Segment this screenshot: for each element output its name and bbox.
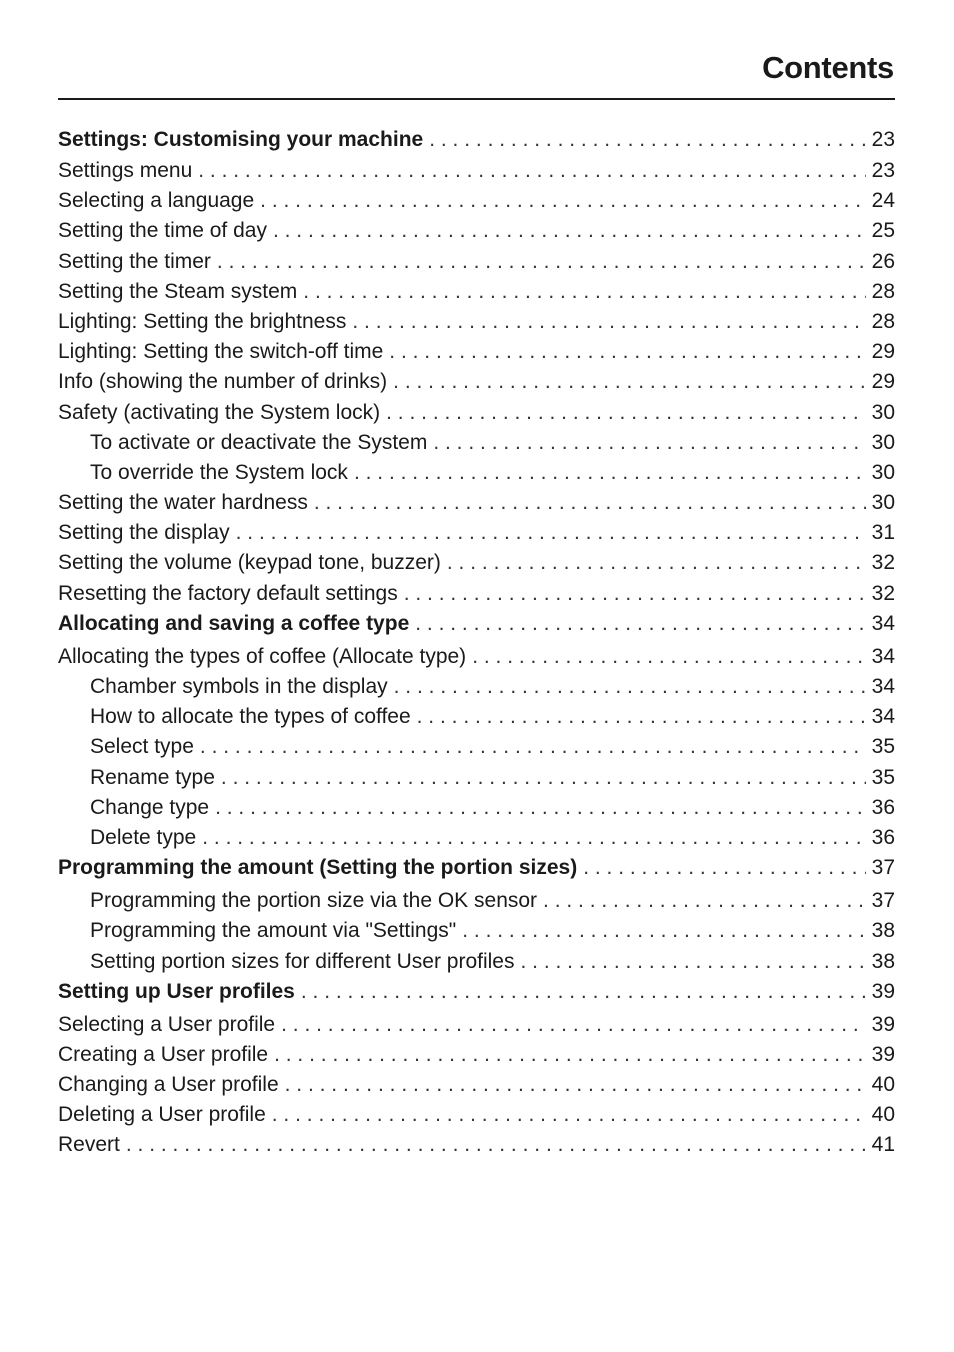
toc-entry[interactable] (58, 796, 895, 826)
toc-entry-label: Selecting a language (58, 189, 255, 213)
dot-leader (198, 159, 865, 183)
toc-page-number: 26 (871, 249, 895, 273)
toc-entry-label: Settings: Customising your machine (58, 128, 424, 151)
toc-page-number: 28 (871, 279, 895, 303)
dot-leader (354, 461, 866, 485)
dot-leader (314, 491, 866, 515)
toc-entry[interactable] (58, 919, 895, 949)
toc-section-heading[interactable] (58, 128, 895, 159)
toc-page-number: 30 (871, 460, 895, 484)
toc-entry[interactable] (58, 250, 895, 280)
dot-leader (352, 310, 865, 334)
toc-page-number: 32 (871, 581, 895, 605)
toc-page-number: 40 (871, 1103, 895, 1127)
toc-entry-label: Settings menu (58, 159, 193, 182)
toc-page-number: 28 (871, 309, 895, 333)
toc-entry-label: Setting up User profiles (58, 979, 295, 1003)
toc-page-number: 23 (871, 159, 895, 182)
dot-leader (543, 889, 866, 913)
dot-leader (301, 980, 866, 1004)
dot-leader (415, 612, 865, 636)
toc-entry-label: Programming the amount (Setting the portion sizes) (58, 856, 578, 880)
toc-page-number: 36 (871, 825, 895, 849)
toc-entry-label: Safety (activating the System lock) (58, 400, 381, 424)
toc-entry[interactable] (58, 431, 895, 461)
dot-leader (429, 128, 865, 152)
dot-leader (417, 705, 866, 729)
toc-entry[interactable] (58, 766, 895, 796)
toc-entry-label: To activate or deactivate the System (90, 430, 428, 454)
toc-entry-label: Info (showing the number of drinks) (58, 370, 388, 394)
toc-page-number: 24 (871, 189, 895, 213)
dot-leader (274, 1043, 866, 1067)
toc-page-number: 39 (871, 1012, 895, 1036)
toc-section-heading[interactable] (58, 980, 895, 1013)
page-title: Contents (762, 50, 894, 85)
toc-page-number: 41 (871, 1133, 895, 1157)
toc-page-number: 34 (871, 644, 895, 668)
toc-page-number: 30 (871, 430, 895, 454)
toc-entry[interactable] (58, 735, 895, 765)
dot-leader (285, 1073, 866, 1097)
toc-entry[interactable] (58, 1043, 895, 1073)
toc-entry-label: Lighting: Setting the brightness (58, 309, 347, 333)
toc-entry-label: Allocating and saving a coffee type (58, 611, 410, 635)
dot-leader (260, 189, 865, 213)
toc-entry-label: To override the System lock (90, 460, 348, 484)
toc-page-number: 38 (871, 919, 895, 943)
dot-leader (472, 645, 865, 669)
table-of-contents (58, 128, 895, 1164)
toc-entry-label: Setting the water hardness (58, 491, 308, 515)
toc-entry-label: Deleting a User profile (58, 1103, 266, 1127)
toc-page-number: 23 (871, 128, 895, 151)
dot-leader (404, 582, 866, 606)
dot-leader (447, 551, 866, 575)
toc-entry[interactable] (58, 889, 895, 919)
toc-page-number: 30 (871, 491, 895, 515)
dot-leader (393, 370, 865, 394)
dot-leader (217, 250, 866, 274)
toc-page-number: 29 (871, 340, 895, 364)
toc-entry[interactable] (58, 491, 895, 521)
dot-leader (303, 280, 865, 304)
dot-leader (200, 735, 866, 759)
toc-entry-label: Programming the amount via "Settings" (90, 919, 457, 943)
dot-leader (583, 856, 865, 880)
toc-entry[interactable] (58, 1133, 895, 1163)
toc-entry[interactable] (58, 1103, 895, 1133)
toc-page-number: 32 (871, 551, 895, 575)
toc-entry-label: Setting the Steam system (58, 279, 298, 303)
toc-entry-label: Chamber symbols in the display (90, 675, 388, 698)
toc-page-number: 35 (871, 765, 895, 789)
toc-entry[interactable] (58, 1013, 895, 1043)
dot-leader (386, 401, 866, 425)
toc-entry[interactable] (58, 675, 895, 705)
toc-entry-label: Rename type (90, 765, 215, 789)
toc-entry-label: Setting the time of day (58, 219, 267, 243)
dot-leader (272, 1103, 866, 1127)
toc-page-number: 34 (871, 705, 895, 729)
dot-leader (215, 796, 866, 820)
toc-entry-label: Programming the portion size via the OK sensor (90, 889, 538, 913)
toc-entry[interactable] (58, 340, 895, 370)
toc-entry-label: Change type (90, 795, 210, 819)
toc-entry[interactable] (58, 521, 895, 551)
toc-entry-label: Setting portion sizes for different User profiles (90, 949, 515, 973)
toc-page-number: 25 (871, 219, 895, 243)
toc-entry[interactable] (58, 370, 895, 400)
toc-page-number: 39 (871, 1042, 895, 1066)
toc-entry[interactable] (58, 551, 895, 581)
toc-entry[interactable] (58, 645, 895, 675)
dot-leader (126, 1133, 866, 1157)
toc-page-number: 37 (871, 856, 895, 880)
toc-entry-label: Revert (58, 1133, 120, 1157)
dot-leader (236, 521, 866, 545)
toc-page-number: 35 (871, 735, 895, 759)
toc-entry-label: How to allocate the types of coffee (90, 705, 411, 729)
toc-page-number: 40 (871, 1073, 895, 1097)
toc-entry[interactable] (58, 950, 895, 980)
dot-leader (281, 1013, 866, 1037)
toc-page-number: 30 (871, 400, 895, 424)
toc-entry[interactable] (58, 705, 895, 735)
dot-leader (273, 219, 866, 243)
toc-page-number: 34 (871, 675, 895, 698)
toc-section-heading[interactable] (58, 612, 895, 645)
toc-page-number: 38 (871, 949, 895, 973)
dot-leader (520, 950, 865, 974)
dot-leader (202, 826, 865, 850)
toc-entry[interactable] (58, 582, 895, 612)
toc-entry-label: Delete type (90, 825, 197, 849)
toc-entry-label: Select type (90, 735, 194, 759)
toc-entry-label: Changing a User profile (58, 1073, 279, 1097)
toc-section-heading[interactable] (58, 856, 895, 889)
toc-entry[interactable] (58, 826, 895, 856)
toc-entry[interactable] (58, 189, 895, 219)
dot-leader (462, 919, 865, 943)
toc-entry[interactable] (58, 401, 895, 431)
dot-leader (394, 675, 866, 699)
toc-entry[interactable] (58, 461, 895, 491)
toc-page-number: 36 (871, 795, 895, 819)
toc-entry[interactable] (58, 219, 895, 249)
toc-entry-label: Setting the display (58, 521, 230, 545)
toc-entry-label: Allocating the types of coffee (Allocate type) (58, 644, 467, 668)
dot-leader (221, 766, 866, 790)
toc-entry[interactable] (58, 310, 895, 340)
toc-entry-label: Lighting: Setting the switch-off time (58, 340, 384, 364)
toc-entry-label: Selecting a User profile (58, 1012, 276, 1036)
toc-entry-label: Setting the volume (keypad tone, buzzer) (58, 551, 441, 575)
toc-page-number: 31 (871, 521, 895, 545)
toc-page-number: 37 (871, 889, 895, 913)
toc-entry-label: Creating a User profile (58, 1042, 269, 1066)
toc-entry[interactable] (58, 1073, 895, 1103)
toc-entry-label: Setting the timer (58, 249, 211, 273)
toc-page-number: 34 (871, 611, 895, 635)
toc-page-number: 39 (871, 979, 895, 1003)
toc-entry[interactable] (58, 280, 895, 310)
dot-leader (389, 340, 865, 364)
toc-entry-label: Resetting the factory default settings (58, 581, 398, 605)
dot-leader (433, 431, 865, 455)
toc-entry[interactable] (58, 159, 895, 189)
title-divider (58, 98, 895, 100)
toc-page-number: 29 (871, 370, 895, 394)
